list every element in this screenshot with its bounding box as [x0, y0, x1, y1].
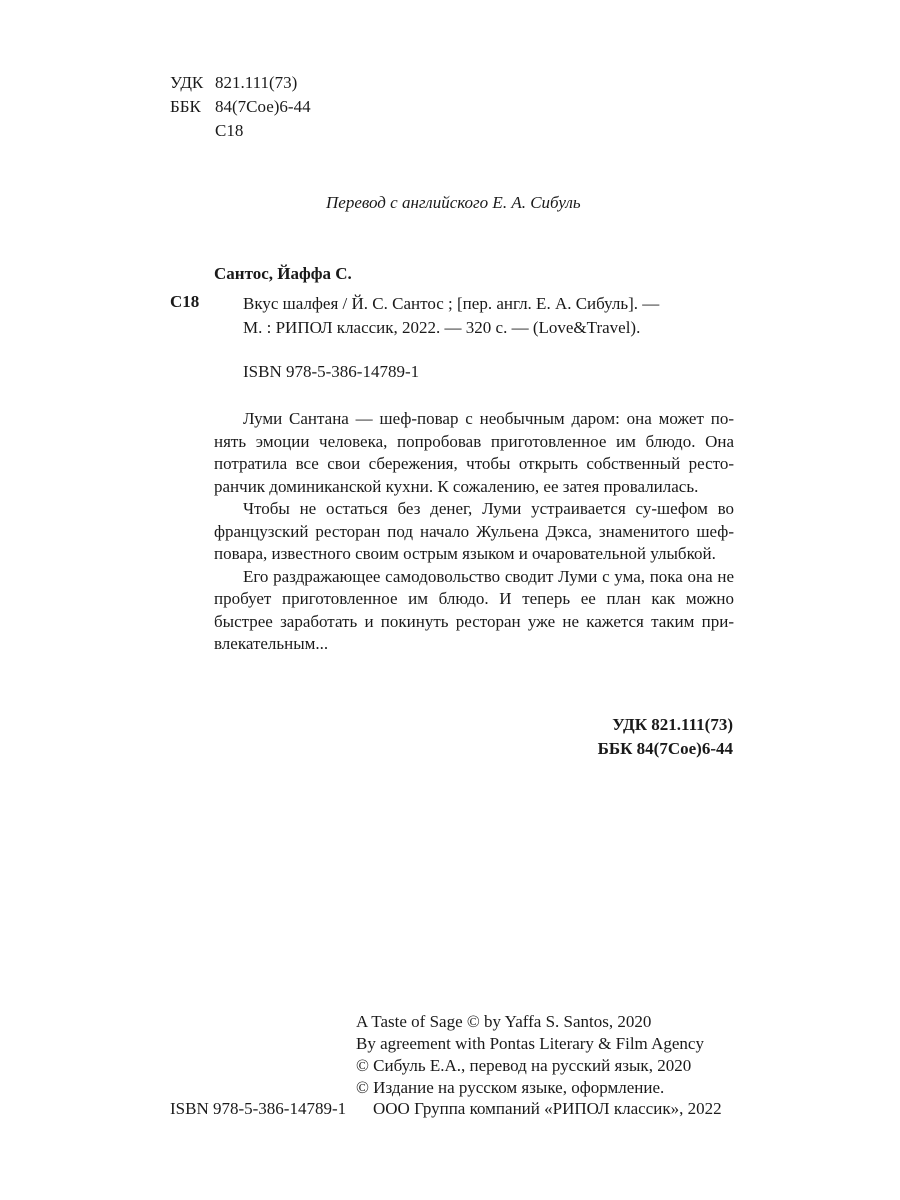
card-isbn: ISBN 978-5-386-14789-1: [243, 362, 420, 381]
classification-codes: [170, 71, 311, 143]
copyright-line-2: By agreement with Pontas Literary & Film Agency: [356, 1034, 704, 1053]
copyright-block: [356, 1011, 704, 1099]
bbk-bottom: ББК 84(7Сое)6-44: [597, 739, 733, 758]
cutter-code: С18: [215, 121, 244, 140]
annotation-paragraph-2: Чтобы не остаться без денег, Луми устраивается су-шефом во французский ресторан под начало Жульена Дэкса, знаменитого шеф-повара, известного своим острым языком и очаровательной улыбкой.: [214, 499, 734, 563]
classification-codes-bottom: [520, 713, 733, 761]
bibliographic-description: [243, 292, 659, 340]
annotation-paragraph-1: Луми Сантана — шеф-повар с необычным даром: она может понять эмоции человека, попробовав приготовленное им блюдо. Она потратила все свои сбережения, чтобы открыть собственный ресторанчик доминиканской кухни. К сожалению, ее затея провалилась.: [214, 409, 734, 496]
biblio-line-2: М. : РИПОЛ классик, 2022. — 320 с. — (Love&Travel).: [243, 318, 641, 337]
annotation: [214, 408, 734, 656]
bbk-label: ББК: [170, 97, 201, 116]
footer-publisher: ООО Группа компаний «РИПОЛ классик», 2022: [373, 1099, 722, 1118]
copyright-line-4: © Издание на русском языке, оформление.: [356, 1078, 665, 1097]
card-cutter: С18: [170, 292, 200, 311]
udk-label: УДК: [170, 73, 204, 92]
copyright-line-1: A Taste of Sage © by Yaffa S. Santos, 2020: [356, 1012, 652, 1031]
translation-note: Перевод с английского Е. А. Сибуль: [326, 193, 581, 212]
biblio-line-1: Вкус шалфея / Й. С. Сантос ; [пер. англ. Е. А. Сибуль]. —: [243, 294, 660, 313]
bbk-value: 84(7Сое)6-44: [215, 97, 311, 116]
udk-value: 821.111(73): [215, 73, 298, 92]
footer-isbn: ISBN 978-5-386-14789-1: [170, 1099, 347, 1118]
annotation-paragraph-3: Его раздражающее самодовольство сводит Луми с ума, пока она не пробует приготовленное им блюдо. И теперь ее план как можно быстрее заработать и покинуть ресторан уже не кажется таким привлекательным...: [214, 566, 734, 653]
udk-bottom: УДК 821.111(73): [612, 715, 733, 734]
card-author: Сантос, Йаффа С.: [214, 264, 352, 283]
copyright-line-3: © Сибуль Е.А., перевод на русский язык, 2020: [356, 1056, 692, 1075]
